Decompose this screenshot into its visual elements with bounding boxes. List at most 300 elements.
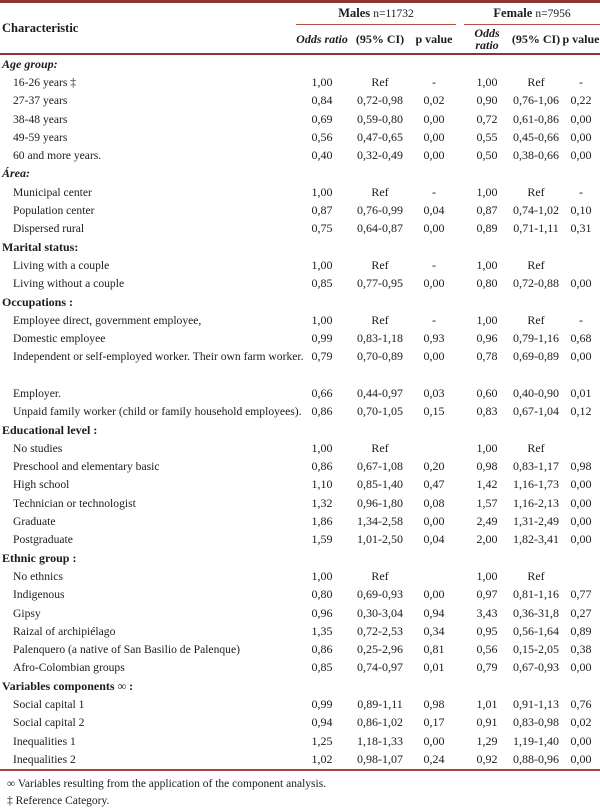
- male-ci: 0,64-0,87: [357, 221, 403, 236]
- male-ci: Ref: [371, 440, 389, 455]
- male-odds-ratio: [296, 238, 348, 256]
- column-gap: [456, 165, 464, 183]
- male-p-value: 0,00: [423, 276, 445, 291]
- female-p-value: [562, 439, 600, 457]
- female-ci: 0,74-1,02: [513, 203, 560, 218]
- row-label: Indigenous: [13, 588, 65, 602]
- table-row: [0, 622, 600, 640]
- row-label: Social capital 2: [13, 716, 85, 730]
- male-p-value: [412, 238, 456, 256]
- column-gap: [456, 201, 464, 219]
- column-gap: [456, 403, 464, 421]
- row-label: Gipsy: [13, 606, 41, 620]
- female-odds-ratio: 1,00: [476, 257, 498, 272]
- male-p-value: [412, 439, 456, 457]
- column-gap: [456, 128, 464, 146]
- column-gap: [456, 695, 464, 713]
- table-row: [0, 586, 600, 604]
- column-gap: [456, 110, 464, 128]
- female-ci: Ref: [527, 184, 545, 199]
- female-odds-ratio: [464, 677, 510, 695]
- male-p-value: -: [432, 184, 436, 199]
- row-label: Inequalities 2: [0, 750, 296, 769]
- section-row: [0, 677, 600, 695]
- column-gap: [456, 732, 464, 750]
- female-odds-ratio-header: Odds ratio: [464, 25, 510, 55]
- male-odds-ratio: 0,87: [311, 203, 333, 218]
- row-label: Living with a couple: [13, 258, 110, 272]
- table-row: [0, 659, 600, 677]
- female-label: Female: [493, 6, 533, 20]
- female-ci: 0,81-1,16: [513, 587, 560, 602]
- female-ci: 0,56-1,64: [513, 623, 560, 638]
- male-p-value: [412, 54, 456, 73]
- male-odds-ratio: 1,35: [311, 623, 333, 638]
- female-odds-ratio: 0,90: [476, 93, 498, 108]
- female-p-value: 0,00: [570, 660, 592, 675]
- male-odds-ratio: 1,10: [311, 477, 333, 492]
- table-row: [0, 348, 600, 366]
- male-ci: 0,86-1,02: [357, 715, 403, 730]
- male-odds-ratio: 1,25: [311, 733, 333, 748]
- male-ci: Ref: [371, 184, 389, 199]
- female-odds-ratio: 1,00: [476, 312, 498, 327]
- male-p-value: [412, 549, 456, 567]
- table-row: [0, 329, 600, 347]
- row-label: 16-26 years ‡: [13, 75, 77, 89]
- male-p-value: 0,20: [423, 459, 445, 474]
- male-p-value: 0,08: [423, 495, 445, 510]
- female-p-value: [562, 54, 600, 73]
- table-row: [0, 73, 600, 91]
- column-gap: [456, 311, 464, 329]
- males-p-value-header: p value: [412, 25, 456, 55]
- female-odds-ratio: 3,43: [476, 605, 498, 620]
- males-n: n=11732: [373, 8, 414, 20]
- female-odds-ratio: [464, 238, 510, 256]
- row-label: Afro-Colombian groups: [13, 661, 125, 675]
- female-odds-ratio: 0,80: [476, 276, 498, 291]
- table-row: [0, 695, 600, 713]
- section-label: Age group:: [2, 56, 58, 71]
- female-odds-ratio: 0,60: [476, 385, 498, 400]
- female-ci: 0,38-0,66: [513, 148, 560, 163]
- male-ci: 0,76-0,99: [357, 203, 403, 218]
- female-ci-header: (95% CI): [510, 25, 562, 55]
- female-odds-ratio: 1,57: [476, 495, 498, 510]
- male-p-value: -: [432, 257, 436, 272]
- male-odds-ratio: [296, 165, 348, 183]
- row-label: Social capital 1: [13, 698, 85, 712]
- row-label: No ethnics: [13, 569, 63, 583]
- female-p-value: 0,00: [570, 733, 592, 748]
- row-label: Palenquero (a native of San Basilio de Palenque): [13, 643, 240, 657]
- male-p-value: 0,81: [423, 642, 445, 657]
- column-gap: [456, 659, 464, 677]
- female-p-value: 0,68: [570, 331, 592, 346]
- column-gap: [456, 220, 464, 238]
- female-ci: 1,31-2,49: [513, 514, 560, 529]
- male-odds-ratio: [296, 366, 348, 384]
- row-label: 60 and more years.: [13, 149, 102, 163]
- female-p-value-header: p value: [562, 25, 600, 55]
- female-ci: Ref: [527, 568, 545, 583]
- male-ci: [348, 54, 412, 73]
- male-ci: Ref: [371, 257, 389, 272]
- males-ci-header: (95% CI): [348, 25, 412, 55]
- table-row: [0, 714, 600, 732]
- male-ci: 0,72-2,53: [357, 623, 403, 638]
- female-odds-ratio: 1,00: [476, 440, 498, 455]
- female-p-value: 0,01: [570, 385, 592, 400]
- male-ci: 0,89-1,11: [357, 697, 403, 712]
- female-odds-ratio: [464, 421, 510, 439]
- female-ci: Ref: [527, 257, 545, 272]
- male-p-value: 0,00: [423, 111, 445, 126]
- column-gap: [456, 73, 464, 91]
- table-row: [0, 146, 600, 164]
- column-gap: [456, 384, 464, 402]
- section-label: Área:: [2, 166, 30, 181]
- male-p-value: 0,04: [423, 203, 445, 218]
- male-ci: 0,74-0,97: [357, 660, 403, 675]
- column-gap: [456, 604, 464, 622]
- column-gap: [456, 329, 464, 347]
- male-odds-ratio: 0,86: [311, 459, 333, 474]
- section-row: [0, 421, 600, 439]
- female-p-value: [562, 421, 600, 439]
- male-p-value: [412, 165, 456, 183]
- table-row: [0, 476, 600, 494]
- table-row: [0, 403, 600, 421]
- female-odds-ratio: 0,95: [476, 623, 498, 638]
- female-odds-ratio: 0,56: [476, 642, 498, 657]
- male-odds-ratio: 0,79: [311, 349, 333, 364]
- male-ci: 0,30-3,04: [357, 605, 403, 620]
- row-label: Domestic employee: [13, 332, 106, 346]
- female-p-value: 0,00: [562, 750, 600, 769]
- female-odds-ratio: 1,42: [476, 477, 498, 492]
- male-p-value: 0,00: [423, 733, 445, 748]
- male-odds-ratio: 0,85: [311, 276, 333, 291]
- female-p-value: 0,77: [570, 587, 592, 602]
- female-odds-ratio: 0,89: [476, 221, 498, 236]
- male-ci: 0,70-1,05: [357, 404, 403, 419]
- female-ci: 0,67-0,93: [513, 660, 560, 675]
- female-odds-ratio: 1,00: [476, 184, 498, 199]
- female-ci: [510, 238, 562, 256]
- column-gap: [456, 458, 464, 476]
- male-p-value: 0,24: [412, 750, 456, 769]
- column-gap: [456, 275, 464, 293]
- female-ci: 1,16-2,13: [513, 495, 560, 510]
- table-row: [0, 92, 600, 110]
- column-gap: [456, 567, 464, 585]
- column-gap: [456, 750, 464, 769]
- male-odds-ratio: 0,99: [311, 331, 333, 346]
- section-row: [0, 549, 600, 567]
- row-label: Independent or self-employed worker. Their own farm worker.: [13, 350, 304, 364]
- footnotes: [0, 771, 600, 810]
- male-p-value: 0,00: [423, 129, 445, 144]
- male-odds-ratio: 0,80: [311, 587, 333, 602]
- table-row: [0, 531, 600, 549]
- female-odds-ratio: 0,87: [476, 203, 498, 218]
- female-p-value: -: [579, 74, 584, 89]
- female-p-value: [562, 677, 600, 695]
- male-ci: 0,77-0,95: [357, 276, 403, 291]
- female-ci: [510, 421, 562, 439]
- female-ci: Ref: [527, 440, 545, 455]
- column-gap: [456, 494, 464, 512]
- table-header: [0, 2, 600, 55]
- row-label: Employee direct, government employee,: [13, 313, 202, 327]
- female-ci: 0,69-0,89: [513, 349, 560, 364]
- row-label: Employer.: [13, 386, 61, 400]
- male-ci: 0,32-0,49: [357, 148, 403, 163]
- female-odds-ratio: 1,29: [476, 733, 498, 748]
- group-header-row: [0, 2, 600, 25]
- male-ci: 0,67-1,08: [357, 459, 403, 474]
- female-ci: 1,82-3,41: [513, 532, 560, 547]
- female-p-value: 0,00: [570, 532, 592, 547]
- male-ci: [348, 293, 412, 311]
- male-ci: [348, 677, 412, 695]
- column-gap: [456, 421, 464, 439]
- section-label: Ethnic group :: [2, 550, 77, 565]
- table-row: [0, 512, 600, 530]
- female-p-value: 0,00: [570, 477, 592, 492]
- male-ci: 1,18-1,33: [357, 733, 403, 748]
- column-gap: [456, 293, 464, 311]
- column-gap: [456, 146, 464, 164]
- row-label: Technician or technologist: [13, 496, 136, 510]
- female-p-value: [562, 165, 600, 183]
- male-ci: 0,44-0,97: [357, 385, 403, 400]
- female-p-value: 0,89: [570, 623, 592, 638]
- column-gap: [456, 439, 464, 457]
- column-gap: [456, 512, 464, 530]
- female-odds-ratio: 0,98: [476, 459, 498, 474]
- female-ci: [510, 549, 562, 567]
- male-odds-ratio: 1,59: [311, 532, 333, 547]
- female-p-value: 0,27: [570, 605, 592, 620]
- female-ci: Ref: [527, 312, 545, 327]
- male-p-value: [412, 677, 456, 695]
- males-group-header: [296, 2, 456, 25]
- female-odds-ratio: 0,92: [464, 750, 510, 769]
- male-p-value: [412, 293, 456, 311]
- female-ci: 0,91-1,13: [513, 697, 560, 712]
- female-odds-ratio: [464, 549, 510, 567]
- male-ci: Ref: [371, 312, 389, 327]
- male-ci: [348, 366, 412, 384]
- male-ci: [348, 421, 412, 439]
- female-ci: 0,79-1,16: [513, 331, 560, 346]
- male-p-value: 0,15: [423, 404, 445, 419]
- female-p-value: 0,02: [570, 715, 592, 730]
- table-row: [0, 201, 600, 219]
- female-ci: 0,45-0,66: [513, 129, 560, 144]
- female-odds-ratio: 0,50: [476, 148, 498, 163]
- male-p-value: 0,00: [423, 587, 445, 602]
- section-row: [0, 293, 600, 311]
- column-gap: [456, 92, 464, 110]
- male-p-value: -: [432, 74, 436, 89]
- female-odds-ratio: 2,49: [476, 514, 498, 529]
- male-p-value: 0,17: [423, 715, 445, 730]
- female-p-value: [562, 567, 600, 585]
- male-odds-ratio: [296, 421, 348, 439]
- female-ci: [510, 293, 562, 311]
- female-ci: 0,71-1,11: [513, 221, 559, 236]
- table-row: [0, 256, 600, 274]
- table-row: [0, 110, 600, 128]
- table-row: [0, 494, 600, 512]
- male-ci: 0,25-2,96: [357, 642, 403, 657]
- female-p-value: 0,98: [570, 459, 592, 474]
- female-p-value: [562, 293, 600, 311]
- female-p-value: 0,00: [570, 111, 592, 126]
- column-gap: [456, 549, 464, 567]
- male-p-value: 0,98: [423, 697, 445, 712]
- male-ci: 0,47-0,65: [357, 129, 403, 144]
- table-row: [0, 641, 600, 659]
- male-odds-ratio: 0,86: [311, 642, 333, 657]
- female-ci: 0,88-0,96: [510, 750, 562, 769]
- table-row: [0, 384, 600, 402]
- female-ci: [510, 366, 562, 384]
- male-odds-ratio: [296, 54, 348, 73]
- male-odds-ratio: [296, 549, 348, 567]
- female-ci: 1,19-1,40: [513, 733, 560, 748]
- female-ci: 0,40-0,90: [513, 385, 560, 400]
- male-odds-ratio: 0,86: [311, 404, 333, 419]
- female-odds-ratio: 0,97: [476, 587, 498, 602]
- female-odds-ratio: 0,78: [476, 349, 498, 364]
- table-row: [0, 220, 600, 238]
- female-p-value: 0,12: [570, 404, 592, 419]
- male-ci: 0,83-1,18: [357, 331, 403, 346]
- female-p-value: 0,31: [570, 221, 592, 236]
- female-p-value: 0,00: [570, 276, 592, 291]
- female-ci: 1,16-1,73: [513, 477, 560, 492]
- female-ci: 0,61-0,86: [513, 111, 560, 126]
- male-ci: 0,85-1,40: [357, 477, 403, 492]
- row-label: No studies: [13, 441, 63, 455]
- female-p-value: 0,10: [570, 203, 592, 218]
- female-p-value: 0,00: [570, 129, 592, 144]
- female-ci: [510, 677, 562, 695]
- male-odds-ratio: 1,00: [311, 568, 333, 583]
- male-odds-ratio: 1,86: [311, 514, 333, 529]
- row-label: Inequalities 1: [13, 734, 76, 748]
- male-p-value: 0,00: [423, 514, 445, 529]
- section-label: Occupations :: [2, 294, 74, 309]
- section-label: Marital status:: [2, 239, 79, 254]
- table-body: [0, 54, 600, 770]
- male-ci: [348, 549, 412, 567]
- female-odds-ratio: 0,72: [476, 111, 498, 126]
- characteristic-header: Characteristic: [0, 2, 296, 55]
- female-p-value: 0,00: [570, 148, 592, 163]
- row-label: 38-48 years: [13, 112, 68, 126]
- female-ci: 0,83-1,17: [513, 459, 560, 474]
- row-label: [0, 366, 296, 384]
- female-odds-ratio: [464, 293, 510, 311]
- table-row: [0, 128, 600, 146]
- female-odds-ratio: 2,00: [476, 532, 498, 547]
- row-label: 49-59 years: [13, 130, 68, 144]
- column-gap: [456, 714, 464, 732]
- table-row: [0, 439, 600, 457]
- male-odds-ratio: 0,99: [311, 697, 333, 712]
- male-odds-ratio: 0,75: [311, 221, 333, 236]
- column-gap: [456, 54, 464, 73]
- male-p-value: [412, 421, 456, 439]
- male-ci: [348, 165, 412, 183]
- row-label: Living without a couple: [13, 277, 125, 291]
- female-ci: 0,67-1,04: [513, 404, 560, 419]
- male-ci: 0,96-1,80: [357, 495, 403, 510]
- male-ci: 1,34-2,58: [357, 514, 403, 529]
- male-ci: 1,01-2,50: [357, 532, 403, 547]
- row-label: Dispersed rural: [13, 222, 85, 236]
- male-odds-ratio: 1,32: [311, 495, 333, 510]
- female-ci: 0,83-0,98: [513, 715, 560, 730]
- male-p-value: -: [432, 312, 436, 327]
- female-p-value: [562, 256, 600, 274]
- column-gap: [456, 2, 464, 55]
- column-gap: [456, 476, 464, 494]
- male-p-value: 0,01: [423, 660, 445, 675]
- row-label: Preschool and elementary basic: [13, 460, 160, 474]
- male-ci: 0,69-0,93: [357, 587, 403, 602]
- female-odds-ratio: 0,96: [476, 331, 498, 346]
- female-ci: Ref: [527, 74, 545, 89]
- female-p-value: [562, 366, 600, 384]
- female-p-value: [562, 549, 600, 567]
- male-ci: [348, 238, 412, 256]
- row-label: Graduate: [13, 515, 56, 529]
- male-odds-ratio: [296, 293, 348, 311]
- table-row: [0, 183, 600, 201]
- column-gap: [456, 586, 464, 604]
- male-p-value: [412, 366, 456, 384]
- table-row: [0, 604, 600, 622]
- female-p-value: 0,00: [570, 349, 592, 364]
- column-gap: [456, 366, 464, 384]
- male-p-value: 0,00: [423, 349, 445, 364]
- blank-row: [0, 366, 600, 384]
- male-odds-ratio: 0,94: [311, 715, 333, 730]
- male-odds-ratio: 1,02: [296, 750, 348, 769]
- female-p-value: 0,00: [570, 514, 592, 529]
- female-ci: 0,15-2,05: [513, 642, 560, 657]
- row-label: Postgraduate: [13, 533, 73, 547]
- female-ci: [510, 165, 562, 183]
- male-p-value: 0,00: [423, 221, 445, 236]
- male-ci: 0,59-0,80: [357, 111, 403, 126]
- male-odds-ratio: 0,85: [311, 660, 333, 675]
- female-odds-ratio: 1,01: [476, 697, 498, 712]
- row-label: Municipal center: [13, 185, 92, 199]
- female-odds-ratio: [464, 165, 510, 183]
- section-row: [0, 54, 600, 73]
- column-gap: [456, 238, 464, 256]
- male-ci: Ref: [371, 74, 389, 89]
- table-row: [0, 311, 600, 329]
